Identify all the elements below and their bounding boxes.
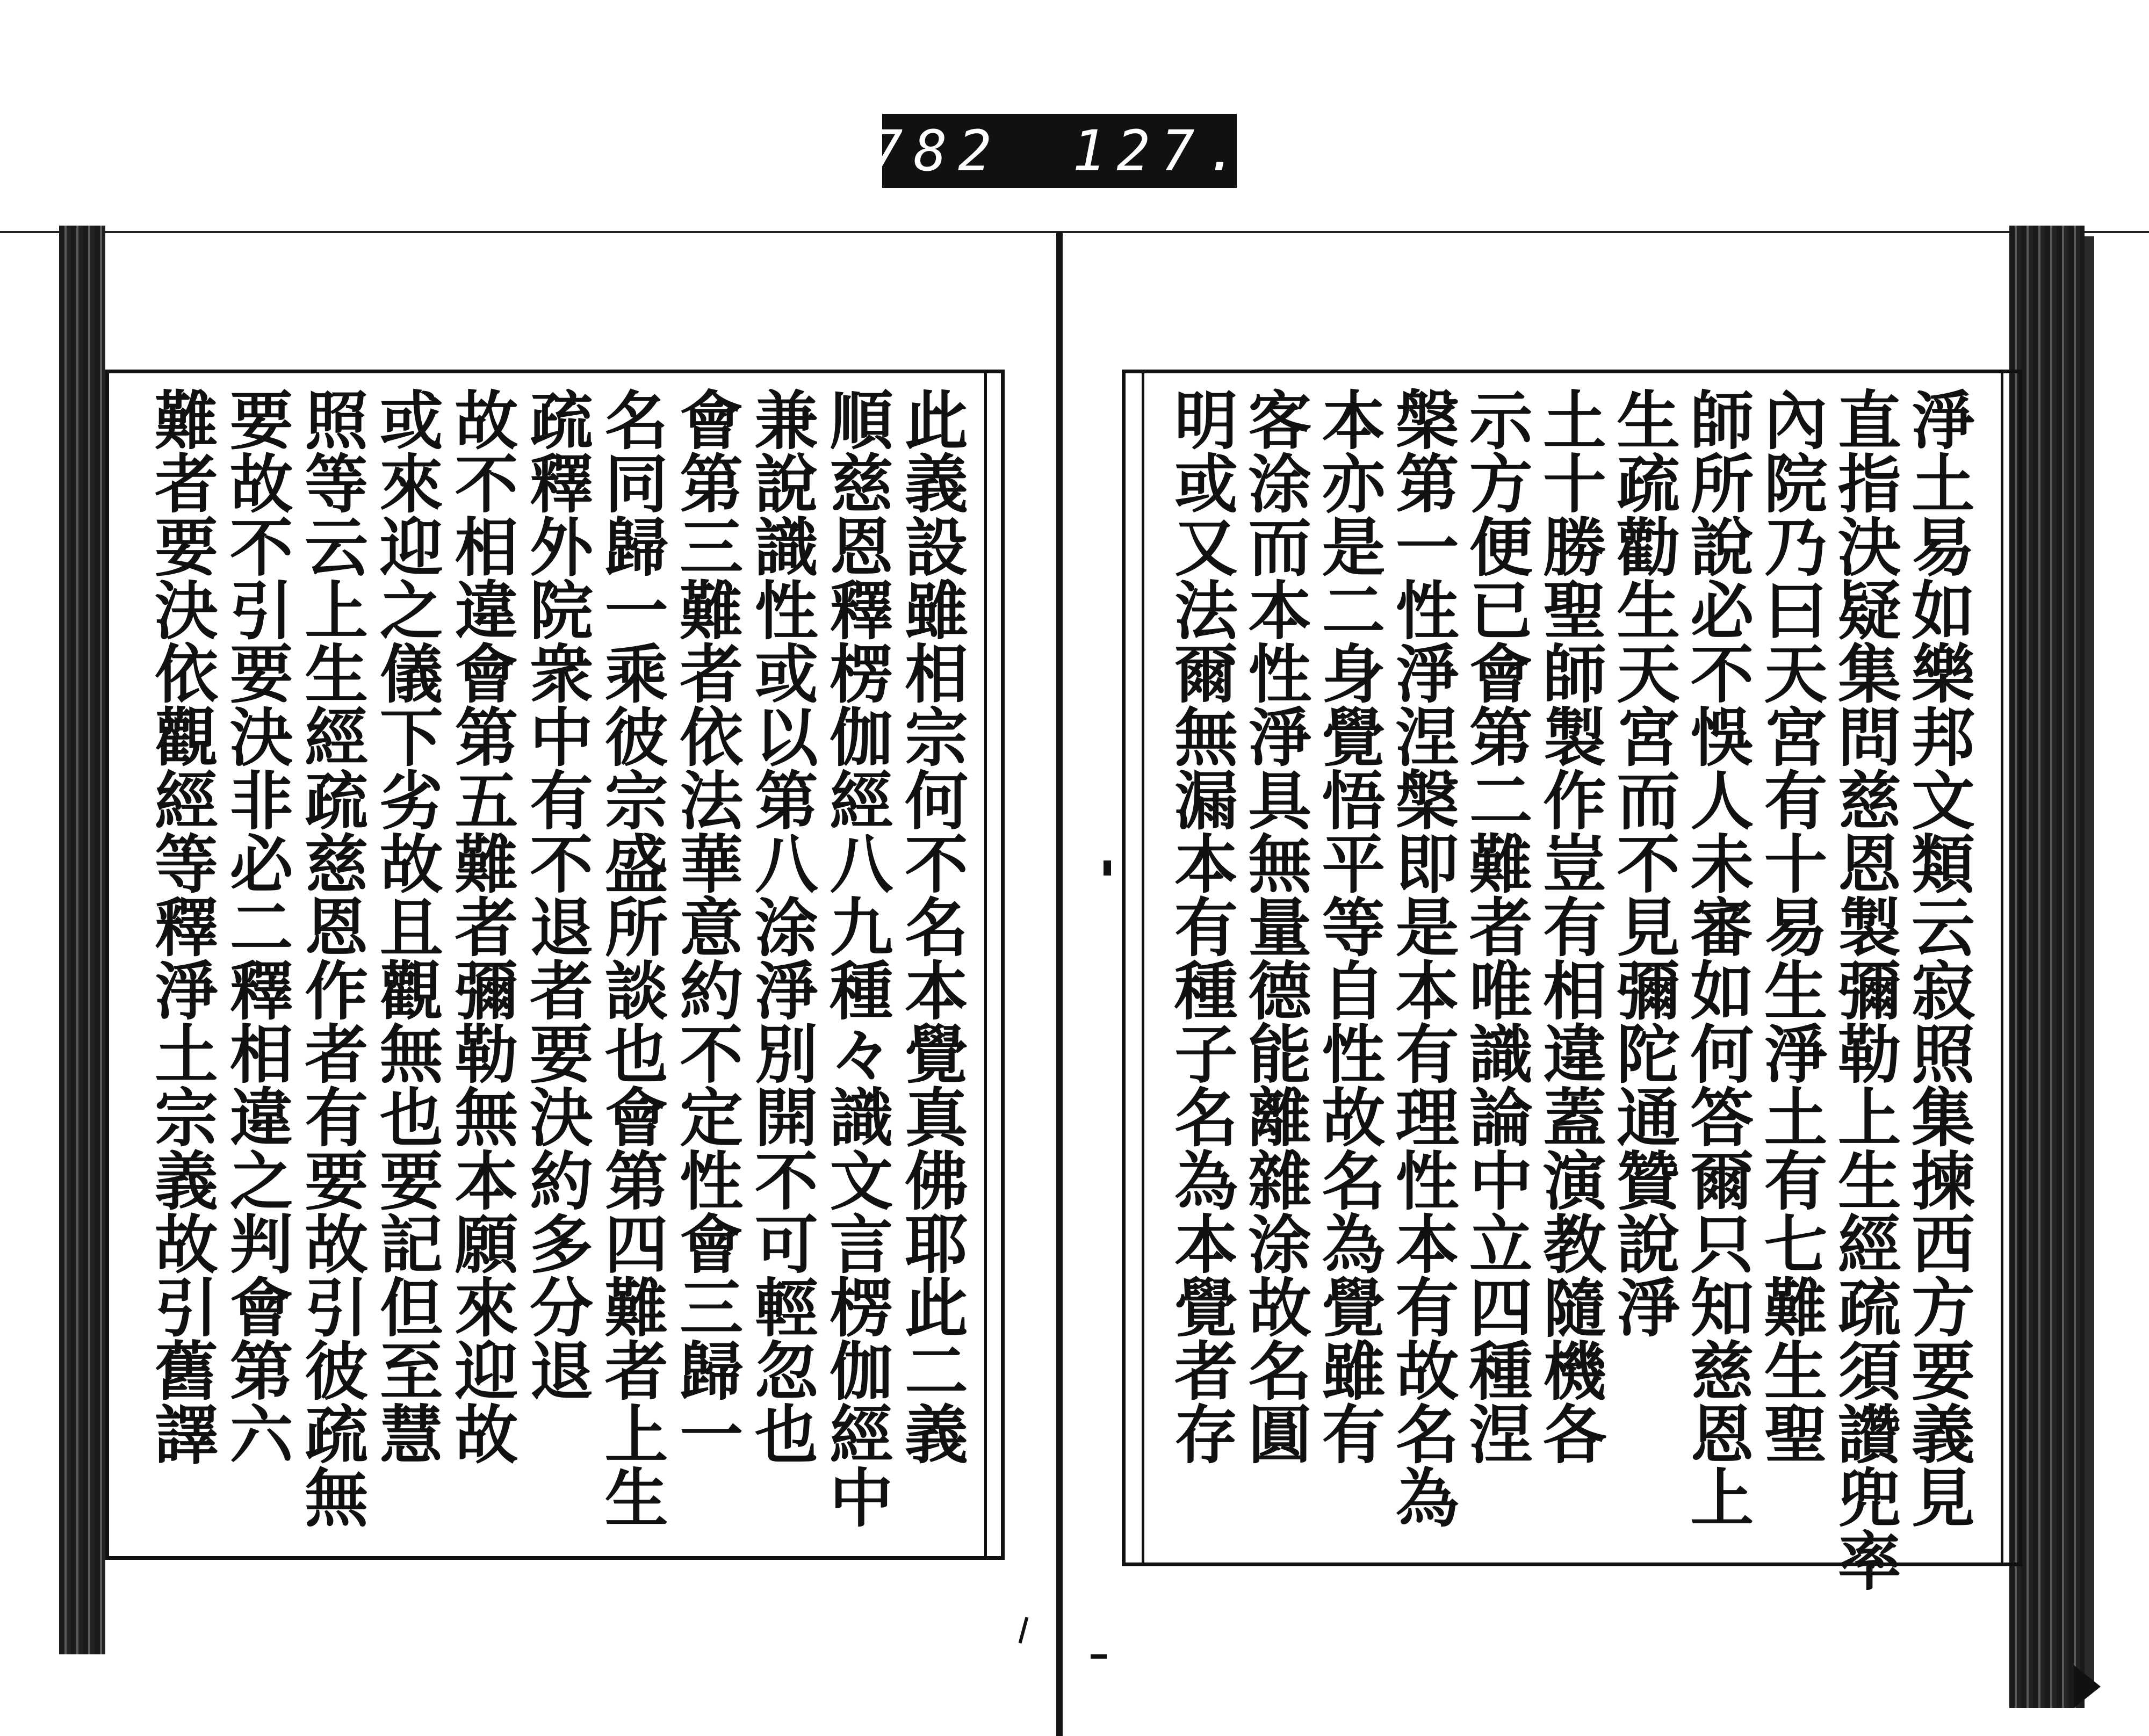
text-column: 故不相違會第五難者彌勒無本願來迎故 [444, 387, 519, 1465]
text-column: 名同歸一乘彼宗盛所談也會第四難者上生 [594, 387, 669, 1528]
text-column: 淨土易如樂邦文類云寂照集揀西方要義見 [1900, 387, 1975, 1528]
left-page-frame [105, 370, 1005, 1560]
call-number-label [869, 114, 1250, 188]
page-corner-arrow-icon [2074, 1665, 2101, 1708]
right-page-text [1164, 387, 1975, 1592]
margin-mark [1019, 1617, 1029, 1644]
text-column: 要故不引要決非必二釋相違之判會第六 [219, 387, 294, 1465]
text-column: 內院乃曰天宮有十易生淨土有七難生聖 [1753, 387, 1828, 1465]
text-column: 生疏勸生天宮而不見彌陀通贊說淨 [1606, 387, 1681, 1338]
text-column: 示方便已會第二難者唯識論中立四種涅 [1458, 387, 1533, 1465]
text-column: 或來迎之儀下劣故且觀無也要記但至慧 [369, 387, 444, 1465]
text-column: 師所說必不悞人未審如何答爾只知慈恩上 [1679, 387, 1755, 1528]
margin-mark [1104, 860, 1111, 876]
call-number-left: 782 [869, 118, 1003, 184]
text-column: 此義設雖相宗何不名本覺真佛耶此二義 [893, 387, 969, 1465]
text-column: 會第三難者依法華意約不定性會三歸一 [669, 387, 744, 1465]
text-column: 客涂而本性淨具無量德能離雜涂故名圓 [1237, 387, 1313, 1465]
right-page-inner-rule-right [2001, 373, 2003, 1563]
text-column: 本亦是二身覺悟平等自性故名為覺雖有 [1311, 387, 1386, 1465]
right-page-frame [1122, 370, 2022, 1592]
call-number-right: 127. [1072, 118, 1250, 184]
text-column: 順慈恩釋楞伽經八九種々識文言楞伽經中 [819, 387, 894, 1528]
text-column: 兼說識性或以第八涂淨別開不可輕忽也 [744, 387, 819, 1465]
text-column: 槃第一性淨涅槃即是本有理性本有故名為 [1384, 387, 1460, 1528]
right-page-inner-rule-left [1142, 373, 1144, 1563]
left-page-text [144, 387, 969, 1544]
text-column: 土十勝聖師製作豈有相違蓋演教隨機各 [1532, 387, 1607, 1465]
top-rule [0, 231, 2149, 233]
left-page-inner-rule [984, 373, 987, 1556]
text-column: 照等云上生經疏慈恩作者有要故引彼疏無 [294, 387, 369, 1528]
right-book-edge-outer [2085, 236, 2094, 1687]
text-column: 直指決疑集問慈恩製彌勒上生經疏須讚兜率 [1827, 387, 1902, 1592]
text-column: 明或又法爾無漏本有種子名為本覺者存 [1164, 387, 1238, 1465]
margin-mark [1091, 1654, 1107, 1659]
text-column: 疏釋外院衆中有不退者要決約多分退 [518, 387, 594, 1401]
book-spine [1056, 232, 1063, 1736]
text-column: 難者要決依觀經等釋淨土宗義故引舊譯 [144, 387, 219, 1465]
left-book-edge [59, 226, 105, 1654]
